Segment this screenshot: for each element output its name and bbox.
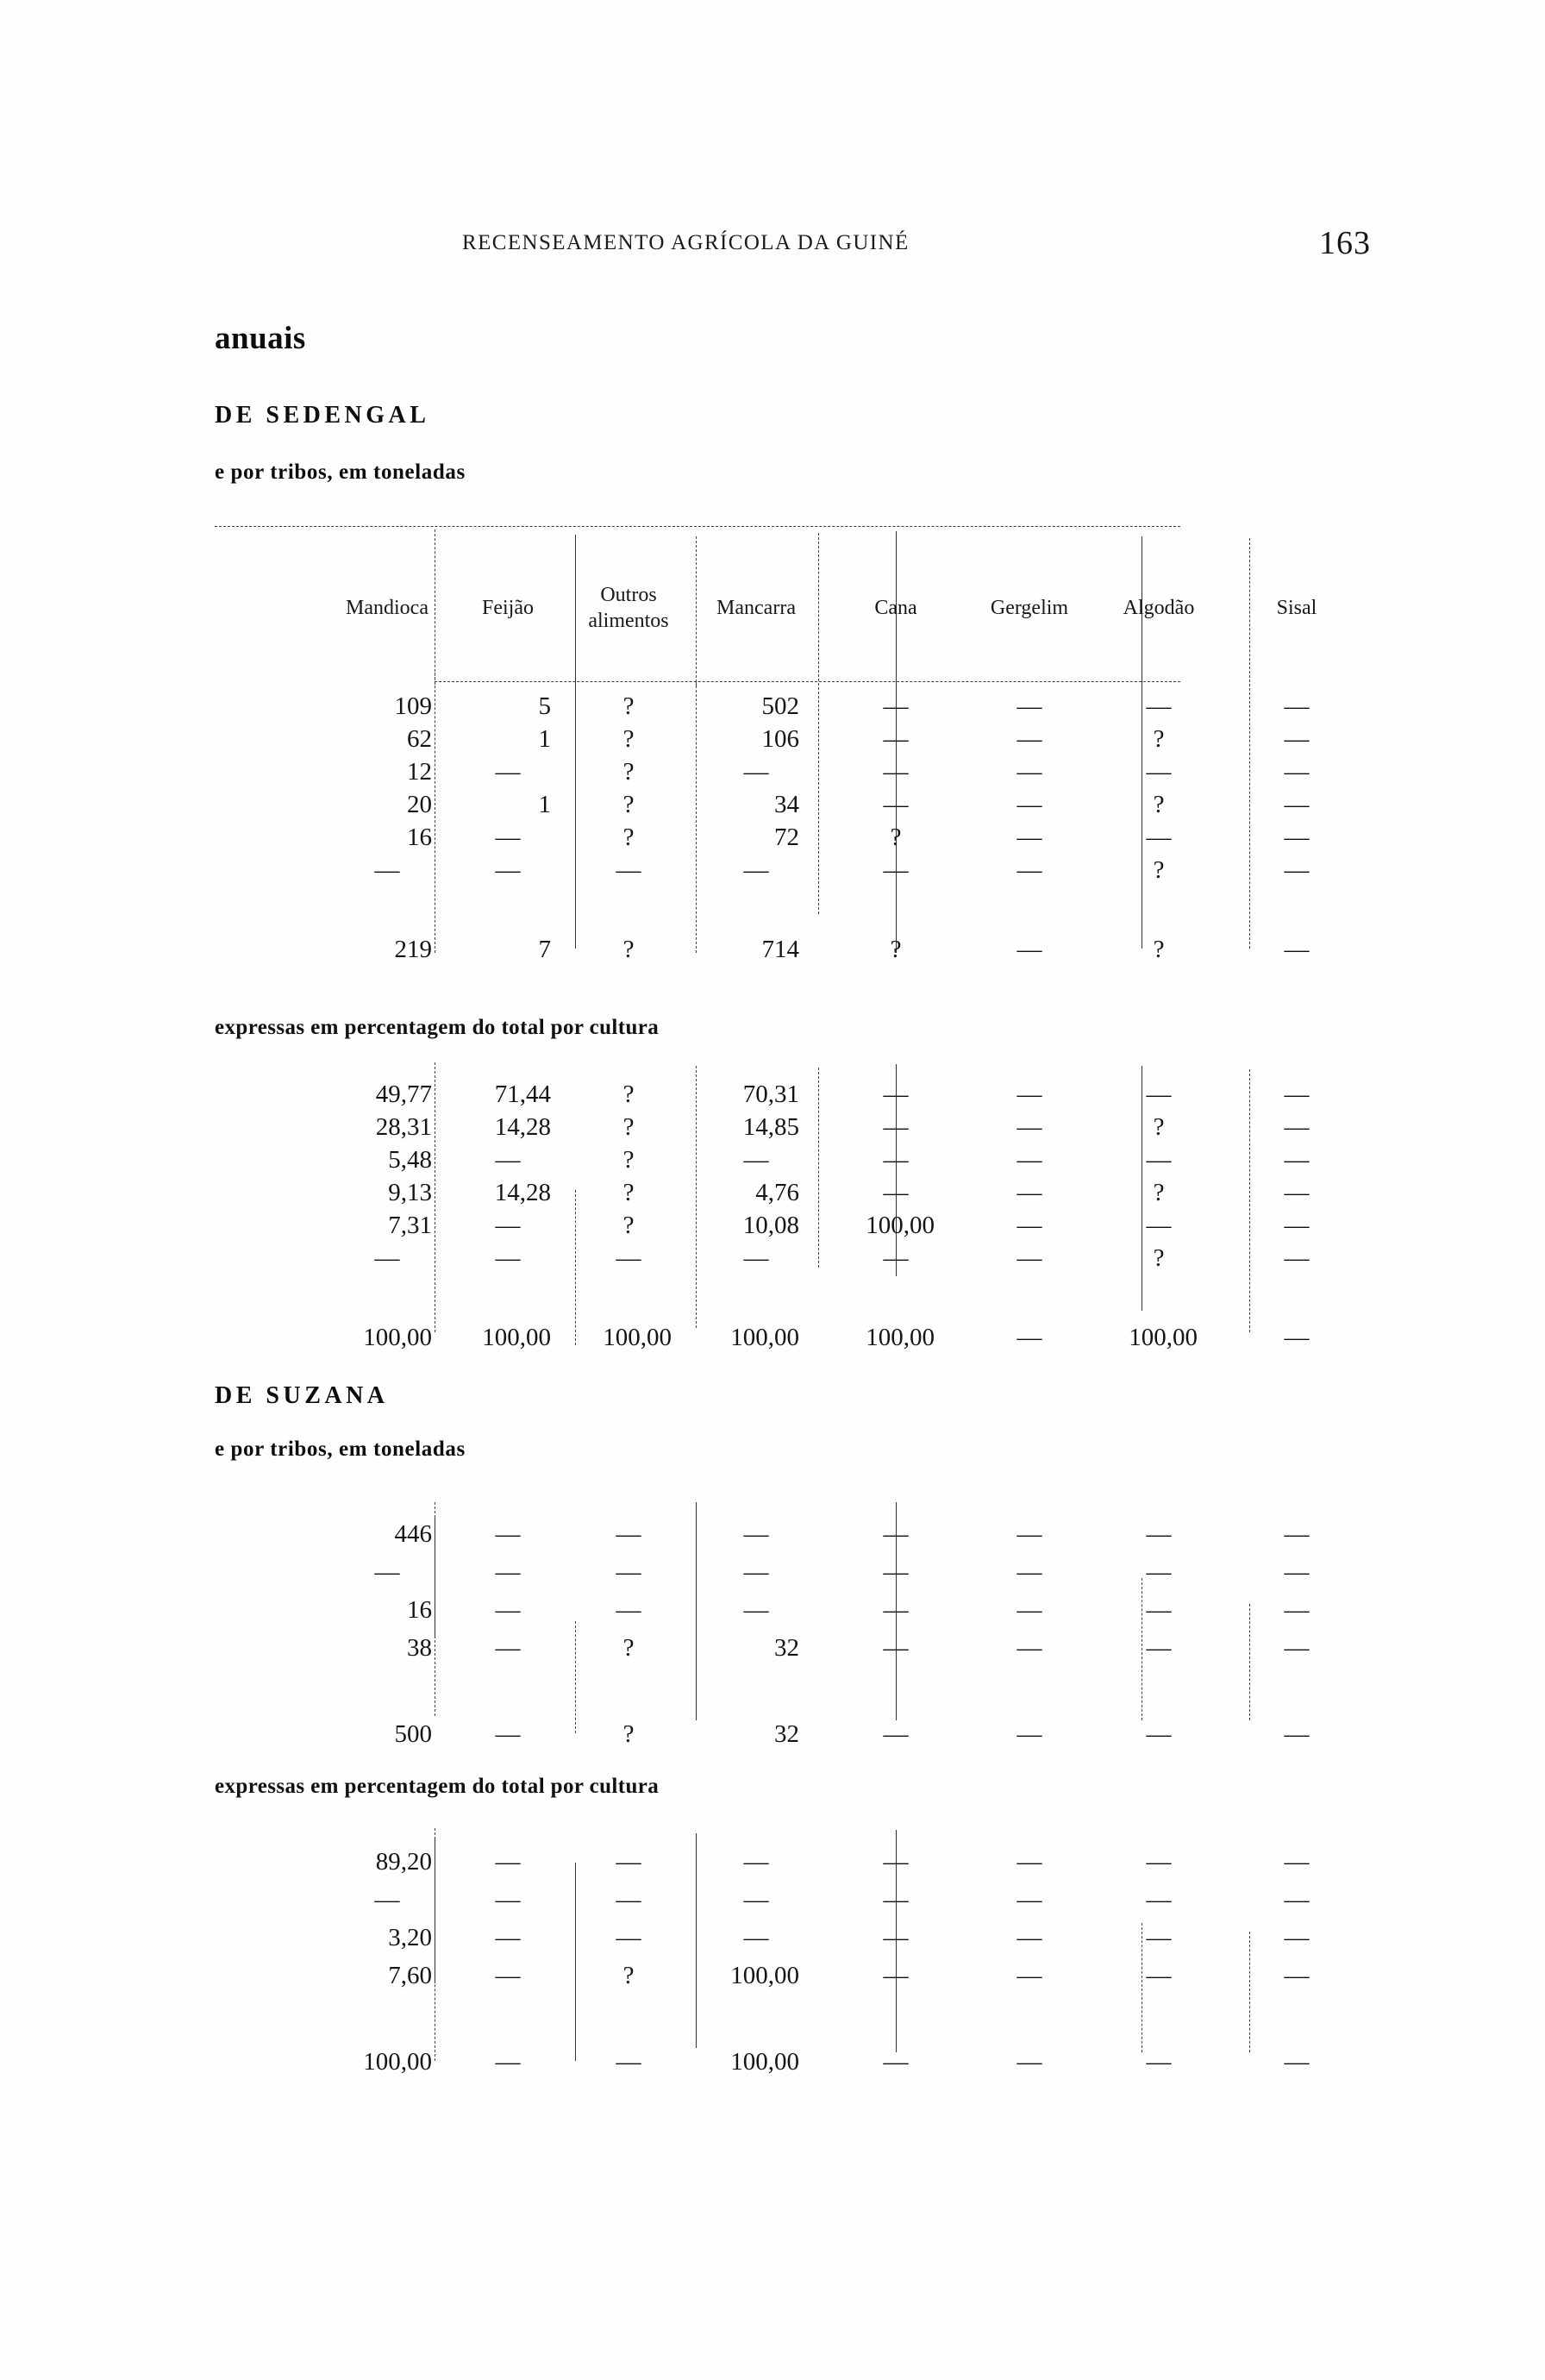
table-cell-algod-o: — xyxy=(1146,1848,1172,1876)
table-cell-gergelim: — xyxy=(1016,1113,1042,1141)
caption-percentagem-suzana: expressas em percentagem do total por cultura xyxy=(215,1775,660,1798)
table-cell-mancarra: 100,00 xyxy=(730,1962,799,1989)
table-cell-cana: — xyxy=(883,1080,909,1108)
table-cell-feij-o: — xyxy=(495,824,521,851)
table-cell-outros-alimentos: — xyxy=(616,856,641,884)
table-cell-mandioca: 49,77 xyxy=(375,1080,432,1108)
table-cell-feij-o: — xyxy=(495,1212,521,1239)
table-cell-outros-alimentos: ? xyxy=(622,936,635,963)
table-cell-algod-o: — xyxy=(1146,1146,1172,1174)
table-cell-outros-alimentos: ? xyxy=(622,1962,635,1989)
table-row xyxy=(215,1959,1448,1992)
table-cell-mancarra: 10,08 xyxy=(742,1212,799,1239)
table-cell-outros-alimentos: ? xyxy=(622,758,635,786)
table-cell-feij-o: 1 xyxy=(538,725,551,753)
table-cell-mancarra: — xyxy=(743,1886,769,1913)
table-cell-mandioca: 89,20 xyxy=(375,1848,432,1876)
table-row xyxy=(215,1111,1448,1143)
table-cell-gergelim: — xyxy=(1016,1848,1042,1876)
table-cell-outros-alimentos: ? xyxy=(622,725,635,753)
table-cell-mandioca: — xyxy=(374,856,400,884)
table-cell-algod-o: — xyxy=(1146,1924,1172,1951)
table-row xyxy=(215,854,1448,886)
table-cell-outros-alimentos: — xyxy=(616,1924,641,1951)
table-cell-outros-alimentos: ? xyxy=(622,1179,635,1206)
subsection-heading-sedengal: DE SEDENGAL xyxy=(215,402,430,429)
table-cell-gergelim: — xyxy=(1016,725,1042,753)
table-cell-sisal: — xyxy=(1284,2048,1310,2076)
table-cell-gergelim: — xyxy=(1016,1720,1042,1748)
table-horizontal-rule xyxy=(435,681,1180,682)
table-cell-feij-o: — xyxy=(495,1244,521,1272)
table-cell-cana: — xyxy=(883,1558,909,1586)
table-cell-sisal: — xyxy=(1284,1520,1310,1548)
table-cell-mandioca: 12 xyxy=(407,758,432,786)
column-header-mancarra: Mancarra xyxy=(716,597,796,619)
table-cell-cana: — xyxy=(883,692,909,720)
table-cell-sisal: — xyxy=(1284,936,1310,963)
table-row xyxy=(215,723,1448,755)
table-cell-mandioca: 28,31 xyxy=(375,1113,432,1141)
page-number: 163 xyxy=(1319,225,1371,261)
table-row xyxy=(215,1921,1448,1954)
table-cell-gergelim: — xyxy=(1016,1520,1042,1548)
table-cell-algod-o: ? xyxy=(1153,1244,1165,1272)
table-cell-sisal: — xyxy=(1284,1146,1310,1174)
table-cell-gergelim: — xyxy=(1016,1212,1042,1239)
table-cell-sisal: — xyxy=(1284,1962,1310,1989)
table-cell-outros-alimentos: — xyxy=(616,1520,641,1548)
table-cell-feij-o: — xyxy=(495,758,521,786)
table-cell-feij-o: 1 xyxy=(538,791,551,818)
table-cell-mancarra: — xyxy=(743,1596,769,1624)
table-cell-cana: — xyxy=(883,1244,909,1272)
table-row xyxy=(215,755,1448,788)
table-cell-outros-alimentos: ? xyxy=(622,692,635,720)
table-cell-cana: — xyxy=(883,1113,909,1141)
table-cell-algod-o: ? xyxy=(1153,856,1165,884)
table-cell-feij-o: — xyxy=(495,1924,521,1951)
table-total-row xyxy=(215,2045,1448,2078)
table-cell-outros-alimentos: ? xyxy=(622,1212,635,1239)
table-cell-sisal: — xyxy=(1284,1924,1310,1951)
table-cell-feij-o: — xyxy=(495,1558,521,1586)
table-cell-sisal: — xyxy=(1284,758,1310,786)
column-header-line-1: Outros xyxy=(600,584,657,606)
column-header-algod-o: Algodão xyxy=(1123,597,1195,619)
table-cell-cana: — xyxy=(883,1924,909,1951)
table-cell-mancarra: — xyxy=(743,1924,769,1951)
table-cell-cana: — xyxy=(883,1848,909,1876)
table-cell-outros-alimentos: 100,00 xyxy=(603,1324,672,1351)
table-cell-sisal: — xyxy=(1284,725,1310,753)
table-cell-mancarra: 72 xyxy=(774,824,799,851)
table-cell-mandioca: 7,31 xyxy=(388,1212,432,1239)
table-row xyxy=(215,1078,1448,1111)
table-cell-cana: — xyxy=(883,1179,909,1206)
table-cell-outros-alimentos: — xyxy=(616,2048,641,2076)
table-column-rule xyxy=(696,536,697,686)
table-cell-algod-o: — xyxy=(1146,1558,1172,1586)
table-cell-mancarra: 32 xyxy=(774,1720,799,1748)
table-cell-feij-o: 5 xyxy=(538,692,551,720)
column-header-gergelim: Gergelim xyxy=(990,597,1069,619)
subsection-caption-suzana: e por tribos, em toneladas xyxy=(215,1437,466,1461)
table-cell-sisal: — xyxy=(1284,824,1310,851)
table-cell-outros-alimentos: — xyxy=(616,1558,641,1586)
table-cell-cana: — xyxy=(883,1720,909,1748)
table-cell-mancarra: — xyxy=(743,1558,769,1586)
table-column-rule xyxy=(818,533,819,673)
table-row xyxy=(215,1209,1448,1242)
table-cell-cana: — xyxy=(883,1596,909,1624)
table-total-row xyxy=(215,1321,1448,1354)
table-cell-sisal: — xyxy=(1284,1324,1310,1351)
table-cell-outros-alimentos: — xyxy=(616,1848,641,1876)
table-cell-cana: — xyxy=(883,856,909,884)
table-cell-algod-o: — xyxy=(1146,758,1172,786)
table-cell-feij-o: 14,28 xyxy=(494,1179,551,1206)
table-cell-sisal: — xyxy=(1284,1558,1310,1586)
table-cell-outros-alimentos: — xyxy=(616,1244,641,1272)
table-row xyxy=(215,1242,1448,1275)
table-cell-mandioca: 100,00 xyxy=(363,1324,432,1351)
table-cell-outros-alimentos: ? xyxy=(622,824,635,851)
table-cell-sisal: — xyxy=(1284,1212,1310,1239)
table-cell-cana: ? xyxy=(890,936,902,963)
table-cell-gergelim: — xyxy=(1016,1146,1042,1174)
table-cell-feij-o: — xyxy=(495,1720,521,1748)
table-total-row xyxy=(215,933,1448,966)
table-cell-algod-o: — xyxy=(1146,824,1172,851)
table-cell-feij-o: — xyxy=(495,1146,521,1174)
table-cell-mancarra: 32 xyxy=(774,1634,799,1662)
table-cell-mancarra: — xyxy=(743,1244,769,1272)
table-cell-mancarra: — xyxy=(743,1848,769,1876)
table-cell-sisal: — xyxy=(1284,1886,1310,1913)
table-cell-outros-alimentos: — xyxy=(616,1886,641,1913)
table-cell-cana: ? xyxy=(890,824,902,851)
table-cell-cana: — xyxy=(883,1962,909,1989)
table-cell-mandioca: 9,13 xyxy=(388,1179,432,1206)
table-cell-mandioca: 3,20 xyxy=(388,1924,432,1951)
table-row xyxy=(215,1176,1448,1209)
table-cell-feij-o: — xyxy=(495,1596,521,1624)
table-row xyxy=(215,1143,1448,1176)
table-cell-outros-alimentos: ? xyxy=(622,1080,635,1108)
table-row xyxy=(215,1845,1448,1878)
table-cell-mandioca: 16 xyxy=(407,1596,432,1624)
table-cell-sisal: — xyxy=(1284,1179,1310,1206)
table-cell-gergelim: — xyxy=(1016,1596,1042,1624)
table-total-row xyxy=(215,1718,1448,1751)
table-cell-mandioca: 38 xyxy=(407,1634,432,1662)
table-horizontal-rule xyxy=(215,526,1180,527)
table-cell-gergelim: — xyxy=(1016,1924,1042,1951)
table-cell-algod-o: — xyxy=(1146,1634,1172,1662)
column-header-sisal: Sisal xyxy=(1276,597,1317,619)
table-cell-feij-o: 71,44 xyxy=(494,1080,551,1108)
table-cell-mandioca: 500 xyxy=(394,1720,432,1748)
table-cell-mandioca: 446 xyxy=(394,1520,432,1548)
table-cell-mandioca: 109 xyxy=(394,692,432,720)
table-cell-gergelim: — xyxy=(1016,692,1042,720)
running-head xyxy=(0,225,1545,266)
subsection-heading-suzana: DE SUZANA xyxy=(215,1382,389,1409)
table-column-rule xyxy=(1249,538,1250,686)
table-row xyxy=(215,788,1448,821)
table-cell-gergelim: — xyxy=(1016,1886,1042,1913)
table-cell-cana: — xyxy=(883,1886,909,1913)
table-cell-mancarra: 14,85 xyxy=(742,1113,799,1141)
table-cell-algod-o: 100,00 xyxy=(1129,1324,1198,1351)
table-cell-sisal: — xyxy=(1284,1848,1310,1876)
table-cell-sisal: — xyxy=(1284,1634,1310,1662)
table-cell-cana: — xyxy=(883,1634,909,1662)
table-cell-gergelim: — xyxy=(1016,1634,1042,1662)
table-cell-sisal: — xyxy=(1284,692,1310,720)
table-cell-mandioca: — xyxy=(374,1558,400,1586)
table-cell-mancarra: 70,31 xyxy=(742,1080,799,1108)
table-cell-mancarra: 100,00 xyxy=(730,1324,799,1351)
table-cell-cana: — xyxy=(883,1520,909,1548)
table-cell-algod-o: — xyxy=(1146,1596,1172,1624)
column-header-mandioca: Mandioca xyxy=(346,597,428,619)
table-cell-outros-alimentos: ? xyxy=(622,1113,635,1141)
table-cell-outros-alimentos: ? xyxy=(622,791,635,818)
table-cell-gergelim: — xyxy=(1016,1080,1042,1108)
table-row xyxy=(215,1632,1448,1664)
table-cell-feij-o: — xyxy=(495,1886,521,1913)
table-cell-gergelim: — xyxy=(1016,2048,1042,2076)
table-row xyxy=(215,1883,1448,1916)
table-cell-feij-o: — xyxy=(495,1962,521,1989)
table-cell-outros-alimentos: ? xyxy=(622,1146,635,1174)
table-cell-gergelim: — xyxy=(1016,758,1042,786)
table-cell-sisal: — xyxy=(1284,856,1310,884)
table-cell-algod-o: — xyxy=(1146,1720,1172,1748)
table-column-rule xyxy=(896,531,897,688)
table-cell-gergelim: — xyxy=(1016,791,1042,818)
table-cell-algod-o: — xyxy=(1146,1886,1172,1913)
table-cell-mandioca: 5,48 xyxy=(388,1146,432,1174)
table-cell-cana: — xyxy=(883,1146,909,1174)
table-row xyxy=(215,1518,1448,1550)
table-cell-mandioca: 219 xyxy=(394,936,432,963)
table-cell-mancarra: — xyxy=(743,1146,769,1174)
table-cell-mancarra: 4,76 xyxy=(755,1179,799,1206)
table-row xyxy=(215,1556,1448,1588)
table-cell-mancarra: 714 xyxy=(761,936,799,963)
running-head-title: RECENSEAMENTO AGRÍCOLA DA GUINÉ xyxy=(462,231,910,254)
table-cell-sisal: — xyxy=(1284,1596,1310,1624)
table-cell-mancarra: — xyxy=(743,856,769,884)
table-cell-algod-o: — xyxy=(1146,1962,1172,1989)
table-cell-mancarra: 106 xyxy=(761,725,799,753)
table-cell-feij-o: — xyxy=(495,1848,521,1876)
table-column-rule xyxy=(575,535,576,676)
table-cell-sisal: — xyxy=(1284,1720,1310,1748)
table-cell-gergelim: — xyxy=(1016,1962,1042,1989)
table-cell-gergelim: — xyxy=(1016,856,1042,884)
table-cell-outros-alimentos: ? xyxy=(622,1720,635,1748)
column-header-feij-o: Feijão xyxy=(482,597,534,619)
table-cell-sisal: — xyxy=(1284,1113,1310,1141)
table-cell-feij-o: 100,00 xyxy=(482,1324,551,1351)
table-cell-cana: — xyxy=(883,725,909,753)
table-cell-algod-o: — xyxy=(1146,1212,1172,1239)
table-cell-mandioca: 20 xyxy=(407,791,432,818)
table-cell-mandioca: 7,60 xyxy=(388,1962,432,1989)
table-cell-cana: — xyxy=(883,791,909,818)
table-row xyxy=(215,821,1448,854)
table-cell-feij-o: — xyxy=(495,856,521,884)
table-cell-algod-o: ? xyxy=(1153,936,1165,963)
table-row xyxy=(215,1594,1448,1626)
table-cell-gergelim: — xyxy=(1016,824,1042,851)
table-cell-algod-o: — xyxy=(1146,1520,1172,1548)
table-cell-mancarra: — xyxy=(743,758,769,786)
table-cell-outros-alimentos: ? xyxy=(622,1634,635,1662)
table-cell-feij-o: 7 xyxy=(538,936,551,963)
caption-percentagem-sedengal: expressas em percentagem do total por cultura xyxy=(215,1016,660,1039)
table-cell-gergelim: — xyxy=(1016,1558,1042,1586)
table-cell-cana: 100,00 xyxy=(866,1212,935,1239)
table-cell-algod-o: — xyxy=(1146,692,1172,720)
table-cell-gergelim: — xyxy=(1016,1324,1042,1351)
table-cell-mancarra: 100,00 xyxy=(730,2048,799,2076)
table-cell-mandioca: 100,00 xyxy=(363,2048,432,2076)
table-cell-mandioca: 62 xyxy=(407,725,432,753)
table-cell-algod-o: ? xyxy=(1153,1179,1165,1206)
table-cell-mancarra: — xyxy=(743,1520,769,1548)
table-cell-gergelim: — xyxy=(1016,1244,1042,1272)
table-cell-sisal: — xyxy=(1284,791,1310,818)
table-cell-gergelim: — xyxy=(1016,936,1042,963)
table-cell-mandioca: — xyxy=(374,1886,400,1913)
table-row xyxy=(215,690,1448,723)
column-header-cana: Cana xyxy=(874,597,917,619)
table-cell-cana: 100,00 xyxy=(866,1324,935,1351)
table-cell-mandioca: — xyxy=(374,1244,400,1272)
table-cell-feij-o: 14,28 xyxy=(494,1113,551,1141)
table-cell-sisal: — xyxy=(1284,1080,1310,1108)
column-header-line-2: alimentos xyxy=(588,610,669,632)
table-cell-algod-o: — xyxy=(1146,1080,1172,1108)
table-cell-mancarra: 34 xyxy=(774,791,799,818)
table-cell-algod-o: ? xyxy=(1153,791,1165,818)
table-cell-outros-alimentos: — xyxy=(616,1596,641,1624)
table-cell-algod-o: ? xyxy=(1153,1113,1165,1141)
table-cell-mandioca: 16 xyxy=(407,824,432,851)
table-cell-cana: — xyxy=(883,758,909,786)
table-cell-mancarra: 502 xyxy=(761,692,799,720)
subsection-caption-sedengal: e por tribos, em toneladas xyxy=(215,460,466,484)
table-cell-algod-o: — xyxy=(1146,2048,1172,2076)
section-heading-anuais: anuais xyxy=(215,321,306,356)
table-cell-sisal: — xyxy=(1284,1244,1310,1272)
table-cell-cana: — xyxy=(883,2048,909,2076)
table-cell-feij-o: — xyxy=(495,1634,521,1662)
table-cell-feij-o: — xyxy=(495,2048,521,2076)
table-cell-gergelim: — xyxy=(1016,1179,1042,1206)
table-cell-feij-o: — xyxy=(495,1520,521,1548)
table-cell-algod-o: ? xyxy=(1153,725,1165,753)
